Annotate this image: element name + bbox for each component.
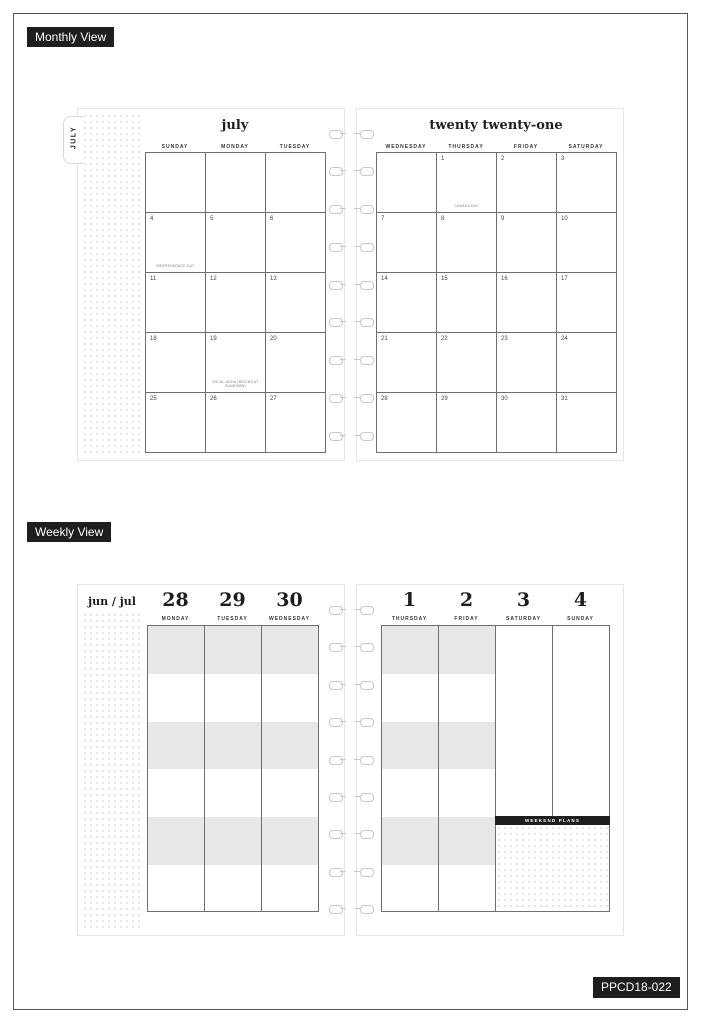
weekday-header: WEDNESDAY <box>268 616 311 622</box>
calendar-day-cell[interactable] <box>496 152 557 213</box>
shaded-band <box>439 626 495 674</box>
day-number: 18 <box>150 336 157 342</box>
shaded-band <box>205 722 261 770</box>
weekday-header: FRIDAY <box>454 616 479 622</box>
weekend-plans-area[interactable] <box>495 825 610 912</box>
calendar-day-cell[interactable] <box>376 272 437 333</box>
day-number: 13 <box>270 276 277 282</box>
day-number: 10 <box>561 216 568 222</box>
day-number: 6 <box>270 216 274 222</box>
day-number: 21 <box>381 336 388 342</box>
holiday-note: INDEPENDENCE DAY <box>156 264 195 268</box>
calendar-day-cell[interactable] <box>205 332 266 393</box>
binder-ring-icon <box>329 243 347 251</box>
day-number: 15 <box>441 276 448 282</box>
shaded-band <box>262 626 318 674</box>
day-number: 16 <box>501 276 508 282</box>
day-number: 28 <box>381 396 388 402</box>
day-column[interactable] <box>261 625 319 912</box>
calendar-day-cell[interactable] <box>376 392 437 453</box>
binder-ring-icon <box>354 905 372 913</box>
calendar-day-cell[interactable] <box>145 212 206 273</box>
calendar-day-cell[interactable] <box>436 152 497 213</box>
day-number: 29 <box>441 396 448 402</box>
holiday-note: EID AL-ADHA (BEGINS AT SUNDOWN) <box>212 380 259 388</box>
holiday-note: CANADA DAY <box>454 204 479 208</box>
shaded-band <box>148 626 204 674</box>
binder-ring-icon <box>354 281 372 289</box>
day-date-number: 2 <box>459 589 474 611</box>
day-number: 17 <box>561 276 568 282</box>
calendar-day-cell[interactable] <box>376 152 437 213</box>
calendar-day-cell[interactable] <box>205 272 266 333</box>
day-number: 9 <box>501 216 505 222</box>
binder-ring-icon <box>329 606 347 614</box>
day-column[interactable] <box>204 625 262 912</box>
day-number: 4 <box>150 216 154 222</box>
binder-ring-icon <box>329 643 347 651</box>
binder-ring-icon <box>329 718 347 726</box>
weekday-header: THURSDAY <box>391 616 428 622</box>
weekday-header: WEDNESDAY <box>385 144 427 150</box>
weekday-header: THURSDAY <box>448 144 484 150</box>
calendar-day-cell[interactable] <box>205 392 266 453</box>
day-number: 7 <box>381 216 385 222</box>
day-number: 2 <box>501 156 505 162</box>
calendar-day-cell[interactable] <box>265 152 326 213</box>
binder-ring-icon <box>329 130 347 138</box>
day-number: 27 <box>270 396 277 402</box>
weekly-view-label: Weekly View <box>27 522 111 542</box>
binder-ring-icon <box>329 793 347 801</box>
month-title: july <box>221 118 249 133</box>
binder-ring-icon <box>354 432 372 440</box>
shaded-band <box>148 817 204 865</box>
year-title: twenty twenty-one <box>429 118 563 133</box>
day-number: 26 <box>210 396 217 402</box>
day-number: 11 <box>150 276 157 282</box>
shaded-band <box>439 817 495 865</box>
weekday-header: MONDAY <box>161 616 190 622</box>
binder-ring-icon <box>329 905 347 913</box>
weekday-header: MONDAY <box>221 144 249 150</box>
binder-ring-icon <box>354 756 372 764</box>
week-month-label: jun / jul <box>88 595 136 608</box>
shaded-band <box>439 722 495 770</box>
day-number: 3 <box>561 156 565 162</box>
binder-ring-icon <box>329 830 347 838</box>
weekday-header: SUNDAY <box>161 144 189 150</box>
calendar-day-cell[interactable] <box>265 272 326 333</box>
calendar-day-cell[interactable] <box>265 212 326 273</box>
calendar-day-cell[interactable] <box>265 392 326 453</box>
day-number: 8 <box>441 216 445 222</box>
weekend-day-column[interactable] <box>495 625 553 817</box>
binder-ring-icon <box>354 356 372 364</box>
binder-ring-icon <box>354 394 372 402</box>
calendar-day-cell[interactable] <box>205 152 266 213</box>
binder-ring-icon <box>329 868 347 876</box>
day-date-number: 4 <box>573 589 588 611</box>
weekday-header: TUESDAY <box>217 616 248 622</box>
binder-ring-icon <box>354 205 372 213</box>
weekend-plans-header: WEEKEND PLANS <box>495 816 610 825</box>
calendar-day-cell[interactable] <box>205 212 266 273</box>
binder-ring-icon <box>354 868 372 876</box>
day-number: 5 <box>210 216 214 222</box>
day-number: 12 <box>210 276 217 282</box>
day-date-number: 3 <box>516 589 531 611</box>
calendar-day-cell[interactable] <box>496 212 557 273</box>
binder-ring-icon <box>354 793 372 801</box>
weekly-dot-grid <box>82 612 142 932</box>
calendar-day-cell[interactable] <box>496 392 557 453</box>
day-number: 20 <box>270 336 277 342</box>
binder-ring-icon <box>329 356 347 364</box>
binder-ring-icon <box>329 205 347 213</box>
weekend-day-column[interactable] <box>552 625 610 817</box>
day-date-number: 30 <box>276 589 303 611</box>
calendar-day-cell[interactable] <box>556 392 617 453</box>
calendar-day-cell[interactable] <box>265 332 326 393</box>
binder-ring-icon <box>329 318 347 326</box>
weekday-header: SATURDAY <box>506 616 541 622</box>
binder-ring-icon <box>354 718 372 726</box>
day-number: 23 <box>501 336 508 342</box>
day-number: 31 <box>561 396 568 402</box>
shaded-band <box>382 817 438 865</box>
monthly-view-label: Monthly View <box>27 27 114 47</box>
binder-ring-icon <box>329 281 347 289</box>
shaded-band <box>382 626 438 674</box>
calendar-day-cell[interactable] <box>436 392 497 453</box>
binder-ring-icon <box>354 243 372 251</box>
shaded-band <box>262 817 318 865</box>
day-column[interactable] <box>147 625 205 912</box>
shaded-band <box>148 722 204 770</box>
calendar-day-cell[interactable] <box>436 212 497 273</box>
binder-ring-icon <box>354 830 372 838</box>
shaded-band <box>205 626 261 674</box>
product-code-label: PPCD18-022 <box>593 977 680 998</box>
binder-ring-icon <box>354 167 372 175</box>
weekday-header: FRIDAY <box>513 144 539 150</box>
calendar-day-cell[interactable] <box>556 272 617 333</box>
binder-ring-icon <box>354 318 372 326</box>
day-number: 1 <box>441 156 445 162</box>
binder-ring-icon <box>329 756 347 764</box>
calendar-day-cell[interactable] <box>496 332 557 393</box>
weekday-header: SATURDAY <box>568 144 604 150</box>
day-number: 19 <box>210 336 217 342</box>
calendar-day-cell[interactable] <box>436 272 497 333</box>
calendar-day-cell[interactable] <box>556 212 617 273</box>
weekend-dot-grid <box>496 825 609 911</box>
calendar-day-cell[interactable] <box>145 392 206 453</box>
shaded-band <box>262 722 318 770</box>
binder-ring-icon <box>354 606 372 614</box>
binder-ring-icon <box>354 643 372 651</box>
day-date-number: 28 <box>162 589 189 611</box>
calendar-day-cell[interactable] <box>145 332 206 393</box>
calendar-day-cell[interactable] <box>496 272 557 333</box>
weekday-header: TUESDAY <box>279 144 311 150</box>
day-number: 24 <box>561 336 568 342</box>
day-number: 14 <box>381 276 388 282</box>
binder-ring-icon <box>329 394 347 402</box>
shaded-band <box>382 722 438 770</box>
day-column[interactable] <box>438 625 496 912</box>
shaded-band <box>205 817 261 865</box>
calendar-day-cell[interactable] <box>556 332 617 393</box>
calendar-day-cell[interactable] <box>145 152 206 213</box>
binder-ring-icon <box>354 130 372 138</box>
day-number: 30 <box>501 396 508 402</box>
calendar-day-cell[interactable] <box>376 212 437 273</box>
binder-ring-icon <box>329 432 347 440</box>
day-date-number: 1 <box>402 589 417 611</box>
calendar-day-cell[interactable] <box>145 272 206 333</box>
day-date-number: 29 <box>219 589 246 611</box>
day-number: 25 <box>150 396 157 402</box>
binder-ring-icon <box>329 681 347 689</box>
binder-ring-icon <box>329 167 347 175</box>
calendar-day-cell[interactable] <box>376 332 437 393</box>
binder-ring-icon <box>354 681 372 689</box>
month-tab-label: JULY <box>70 125 78 150</box>
calendar-day-cell[interactable] <box>436 332 497 393</box>
day-number: 22 <box>441 336 448 342</box>
monthly-dot-grid <box>82 113 140 456</box>
calendar-day-cell[interactable] <box>556 152 617 213</box>
day-column[interactable] <box>381 625 439 912</box>
weekday-header: SUNDAY <box>567 616 594 622</box>
